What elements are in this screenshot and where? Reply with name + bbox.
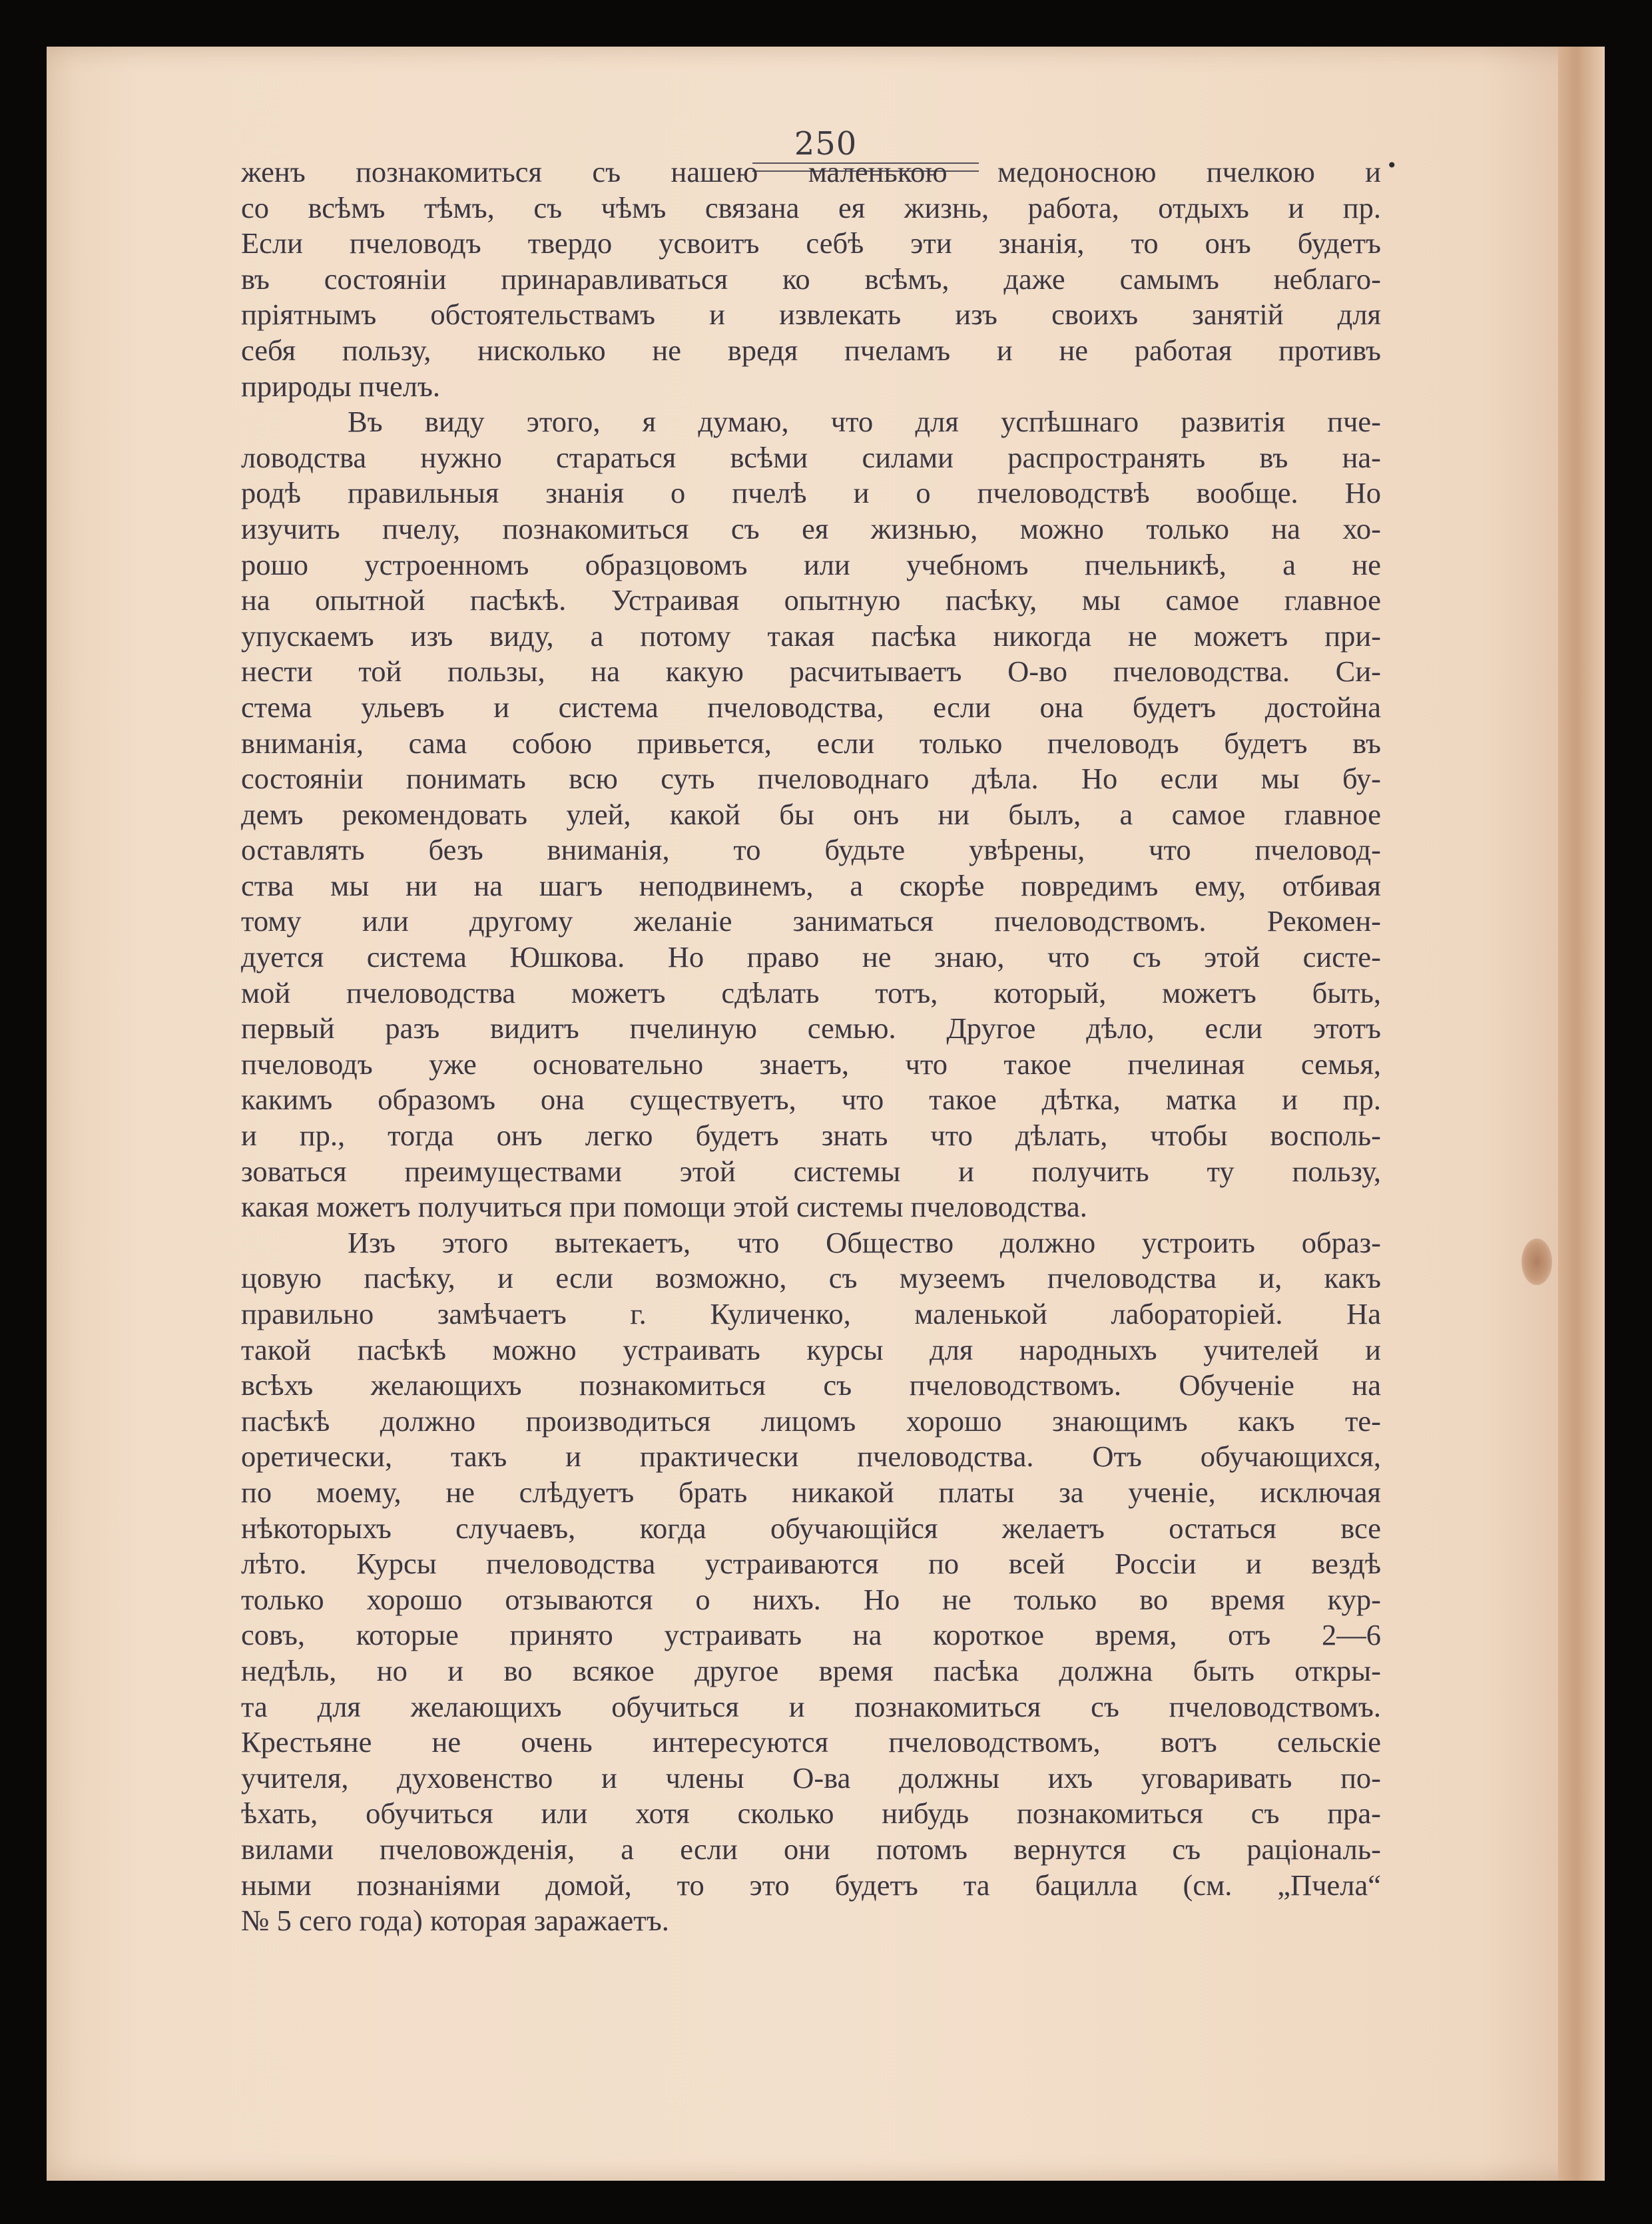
text-line: вилами пчеловожденія, а если они потомъ вернутся съ раціональ- (241, 1832, 1381, 1866)
text-line: цовую пасѣку, и если возможно, съ музеемъ пчеловодства и, какъ (241, 1261, 1381, 1295)
text-line: природы пчелъ. (241, 369, 441, 403)
text-line: упускаемъ изъ виду, а потому такая пасѣка никогда не можетъ при- (241, 619, 1381, 653)
text-line: какимъ образомъ она существуетъ, что такое дѣтка, матка и пр. (241, 1083, 1381, 1117)
text-line: въ состояніи принаравливаться ко всѣмъ, даже самымъ неблаго- (241, 262, 1381, 296)
text-line: оретически, такъ и практически пчеловодства. Отъ обучающихся, (241, 1440, 1381, 1474)
body-text (241, 154, 1381, 1939)
text-line: изучить пчелу, познакомиться съ ея жизнью, можно только на хо- (241, 511, 1381, 545)
text-line: по моему, не слѣдуетъ брать никакой платы за ученіе, исключая (241, 1475, 1381, 1509)
text-line: пріятнымъ обстоятельствамъ и извлекать изъ своихъ занятій для (241, 298, 1381, 332)
paragraph (241, 404, 1381, 1225)
text-line: нѣкоторыхъ случаевъ, когда обучающійся желаетъ остаться все (241, 1511, 1381, 1545)
text-line: себя пользу, нисколько не вредя пчеламъ и не работая противъ (241, 333, 1381, 367)
text-line: ными познаніями домой, то это будетъ та бацилла (см. „Пчела“ (241, 1868, 1381, 1902)
stray-ink-mark: • (1386, 154, 1398, 176)
text-line: мой пчеловодства можетъ сдѣлать тотъ, который, можетъ быть, (241, 975, 1381, 1009)
text-line: учителя, духовенство и члены О-ва должны ихъ уговаривать по- (241, 1761, 1381, 1795)
page-gutter-edge (1558, 47, 1605, 2181)
text-line: та для желающихъ обучиться и познакомиться съ пчеловодствомъ. (241, 1689, 1381, 1723)
paragraph (241, 154, 1381, 404)
text-line: какая можетъ получиться при помощи этой системы пчеловодства. (241, 1190, 1087, 1224)
text-line: первый разъ видитъ пчелиную семью. Другое дѣло, если этотъ (241, 1011, 1381, 1045)
text-line: Крестьяне не очень интересуются пчеловодствомъ, вотъ сельскіе (241, 1725, 1381, 1759)
text-line: тому или другому желаніе заниматься пчеловодствомъ. Рекомен- (241, 904, 1381, 938)
text-line: всѣхъ желающихъ познакомиться съ пчеловодствомъ. Обученіе на (241, 1368, 1381, 1402)
text-line: ства мы ни на шагъ неподвинемъ, а скорѣе повредимъ ему, отбивая (241, 868, 1381, 902)
text-line: недѣль, но и во всякое другое время пасѣка должна быть откры- (241, 1653, 1381, 1687)
text-line: со всѣмъ тѣмъ, съ чѣмъ связана ея жизнь, работа, отдыхъ и пр. (241, 190, 1381, 224)
text-line: на опытной пасѣкѣ. Устраивая опытную пасѣку, мы самое главное (241, 583, 1381, 617)
text-line: только хорошо отзываются о нихъ. Но не только во время кур- (241, 1582, 1381, 1616)
text-line: оставлять безъ вниманія, то будьте увѣрены, что пчеловод- (241, 833, 1381, 867)
text-line: рошо устроенномъ образцовомъ или учебномъ пчельникѣ, а не (241, 547, 1381, 581)
text-line: и пр., тогда онъ легко будетъ знать что дѣлать, чтобы восполь- (241, 1119, 1381, 1153)
text-line: дуется система Юшкова. Но право не знаю, что съ этой систе- (241, 940, 1381, 974)
text-line: такой пасѣкѣ можно устраивать курсы для народныхъ учителей и (241, 1332, 1381, 1366)
text-line: совъ, которые принято устраивать на короткое время, отъ 2—6 (241, 1618, 1381, 1652)
text-line: женъ познакомиться съ нашею маленькою медоносною пчелкою и (241, 155, 1381, 188)
paper-stain (1521, 1239, 1552, 1285)
text-line: Изъ этого вытекаетъ, что Общество должно устроить образ- (348, 1225, 1381, 1259)
text-line: состояніи понимать всю суть пчеловоднаго дѣла. Но если мы бу- (241, 762, 1381, 796)
text-line: лѣто. Курсы пчеловодства устраиваются по всей Россіи и вездѣ (241, 1547, 1381, 1581)
text-line: вниманія, сама собою привьется, если только пчеловодъ будетъ въ (241, 726, 1381, 760)
paragraph (241, 1225, 1381, 1939)
text-line: ѣхать, обучиться или хотя сколько нибудь познакомиться съ пра- (241, 1797, 1381, 1830)
text-line: нести той пользы, на какую расчитываетъ О-во пчеловодства. Си- (241, 655, 1381, 689)
text-line: пасѣкѣ должно производиться лицомъ хорошо знающимъ какъ те- (241, 1404, 1381, 1438)
text-line: родѣ правильныя знанія о пчелѣ и о пчеловодствѣ вообще. Но (241, 476, 1381, 510)
text-line: ловодства нужно стараться всѣми силами распространять въ на- (241, 440, 1381, 474)
text-line: Если пчеловодъ твердо усвоитъ себѣ эти знанія, то онъ будетъ (241, 226, 1381, 260)
text-line: Въ виду этого, я думаю, что для успѣшнаго развитія пче- (348, 405, 1381, 439)
page-number: 250 (794, 125, 858, 162)
text-line: зоваться преимуществами этой системы и получить ту пользу, (241, 1154, 1381, 1188)
text-line: № 5 сего года) которая заражаетъ. (241, 1904, 669, 1938)
text-line: правильно замѣчаетъ г. Куличенко, маленькой лабораторіей. На (241, 1297, 1381, 1330)
text-line: пчеловодъ уже основательно знаетъ, что такое пчелиная семья, (241, 1047, 1381, 1081)
text-line: стема ульевъ и система пчеловодства, если она будетъ достойна (241, 690, 1381, 724)
text-line: демъ рекомендовать улей, какой бы онъ ни былъ, а самое главное (241, 797, 1381, 831)
